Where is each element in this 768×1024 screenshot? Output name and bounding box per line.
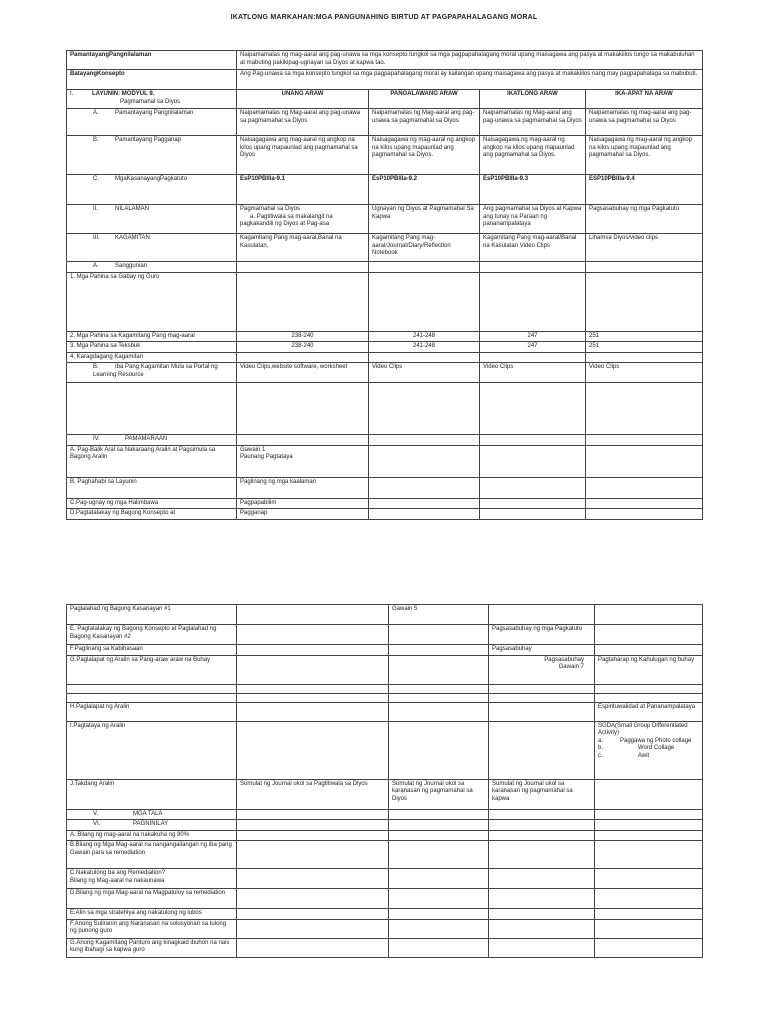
empty-cell — [389, 702, 489, 721]
empty-cell — [389, 693, 489, 702]
table-row — [67, 109, 703, 136]
empty-cell — [586, 445, 703, 477]
row-label: I. LAYUNIN: MODYUL 9. Pagmamahal sa Diyos — [67, 90, 237, 109]
cell-text: Naipamamalas ng Mag-aaral ang pag-unawa sa pagmamahal sa Diyos — [369, 109, 480, 136]
empty-cell — [237, 889, 389, 909]
empty-cell — [237, 435, 369, 446]
cell-text: Naipamamalas ng Mag-aaral ang pag-unawa sa pagmamahal sa Diyos — [480, 109, 586, 136]
cell-text: Kagamitang Pang mag-aaral/Banal na Kasulatan Video Clips — [480, 234, 586, 262]
row-label: B. Iba Pang Kagamitan Mula sa Portal ng Learning Resource — [67, 363, 237, 383]
empty-cell — [595, 869, 703, 889]
table-row — [67, 820, 703, 831]
empty-cell — [369, 498, 480, 509]
cell-text: Sumulat ng Journal ukol sa Pagtitiwala sa Diyos — [237, 779, 389, 809]
cell-text: Ang pagmamahal sa Diyos at Kapwa ang tunay na Paraan ng pananampalataya — [480, 205, 586, 234]
empty-cell — [237, 721, 389, 779]
cell-text: Naipamamalas ng mag-aaral ang pag-unawa sa pagmamahal sa Diyos — [586, 109, 703, 136]
column-header: IKATLONG ARAW — [480, 90, 586, 109]
table-row — [67, 435, 703, 446]
empty-cell — [595, 779, 703, 809]
empty-cell — [369, 509, 480, 520]
cell-text: Naisagagawa ng mag-aaral ng angkop na kilos upang mapaunlad ang pagmamahal sa Diyos. — [586, 136, 703, 175]
empty-cell — [67, 684, 237, 693]
empty-cell — [369, 435, 480, 446]
cell-text: Gawain 1 Paunang Pagtataya — [237, 445, 369, 477]
empty-cell — [237, 684, 389, 693]
empty-cell — [389, 919, 489, 938]
cell-text: Gawain 5 — [389, 605, 489, 625]
row-label: 4. Karagdagang Kagamitan — [67, 352, 237, 363]
empty-cell — [67, 693, 237, 702]
cell-text: Video Clips — [369, 363, 480, 383]
empty-cell — [489, 721, 595, 779]
column-header: UNANG ARAW — [237, 90, 369, 109]
empty-cell — [237, 938, 389, 957]
table-row — [67, 779, 703, 809]
cell-text: Video Clips — [586, 363, 703, 383]
empty-cell — [489, 820, 595, 831]
cell-text: Video Clips — [480, 363, 586, 383]
empty-cell — [489, 605, 595, 625]
empty-cell — [595, 605, 703, 625]
empty-cell — [389, 809, 489, 820]
empty-cell — [237, 809, 389, 820]
cell-text: Sumulat ng Journal ukol sa karanasan ng pagmamahal sa kapwa — [489, 779, 595, 809]
empty-cell — [237, 702, 389, 721]
empty-cell — [586, 383, 703, 435]
empty-cell — [237, 272, 369, 331]
row-label: H.Paglalapat ng Aralin — [67, 702, 237, 721]
empty-cell — [595, 625, 703, 645]
page-title: IKATLONG MARKAHAN:MGA PANGUNAHING BIRTUD AT PAGPAPAHALAGANG MORAL — [230, 14, 538, 21]
cell-text: Pagpapabilim — [237, 498, 369, 509]
empty-cell — [389, 655, 489, 684]
lesson-plan-table-2 — [66, 604, 703, 958]
table-row — [67, 175, 703, 205]
row-label: B. Pamantayang Pagganap — [67, 136, 237, 175]
row-label: A. Pamantayang Pangnilalaman — [67, 109, 237, 136]
row-label: A. Sanggunian — [67, 262, 237, 273]
cell-text: Sumulat ng Journal ukol sa karanasan ng pagmamahal sa Diyos — [389, 779, 489, 809]
row-label: 2. Mga Pahina sa Kagamitang Pang mag-aaral — [67, 331, 237, 342]
table-row — [67, 262, 703, 273]
empty-cell — [237, 919, 389, 938]
row-label: PamantayangPangnilalaman — [67, 51, 237, 70]
empty-cell — [595, 684, 703, 693]
row-label: 1. Mga Pahina sa Gabay ng Guro — [67, 272, 237, 331]
empty-cell — [237, 869, 389, 889]
table-row — [67, 909, 703, 920]
empty-cell — [389, 889, 489, 909]
empty-cell — [369, 272, 480, 331]
table-row — [67, 938, 703, 957]
table-row — [67, 352, 703, 363]
cell-text: Video Clips,website software, worksheet — [237, 363, 369, 383]
table-row — [67, 272, 703, 331]
row-label: 3. Mga Pahina sa Teksbuk — [67, 342, 237, 353]
empty-cell — [389, 645, 489, 656]
row-label: A. Bilang ng mag-aaral na nakakuha ng 80% — [67, 830, 237, 841]
empty-cell — [480, 477, 586, 498]
empty-cell — [489, 909, 595, 920]
empty-cell — [389, 684, 489, 693]
empty-cell — [237, 383, 369, 435]
table-row — [67, 331, 703, 342]
cell-text: Pagtaharap ng Kahulugan ng buhay — [595, 655, 703, 684]
page-range: 247 — [480, 342, 586, 353]
empty-cell — [237, 655, 389, 684]
table-row — [67, 205, 703, 234]
table-row — [67, 809, 703, 820]
page-range: 238-240 — [237, 342, 369, 353]
empty-cell — [389, 909, 489, 920]
cell-text: Naisagagawa ang mag-aaral ng angkop na kilos upang mapaunlad ang pagmamahal sa Diyos — [237, 136, 369, 175]
table-row — [67, 234, 703, 262]
empty-cell — [595, 841, 703, 869]
empty-cell — [389, 830, 489, 841]
row-label: J.Takdang Aralin — [67, 779, 237, 809]
empty-cell — [586, 435, 703, 446]
page-range: 251 — [586, 331, 703, 342]
cell-text: Pagsasabuhay — [489, 645, 595, 656]
empty-cell — [480, 435, 586, 446]
cell-text: Naisagagawa ng mag-aaral ng angkop na kilos upang mapaunlad ang pagmamahal sa Diyos. — [369, 136, 480, 175]
competency-code: EsP10PBIIIa-9.2 — [369, 175, 480, 205]
empty-cell — [369, 262, 480, 273]
empty-cell — [595, 830, 703, 841]
column-header: IKA-APAT NA ARAW — [586, 90, 703, 109]
page-range: 247 — [480, 331, 586, 342]
row-label: C.Nakatulong ba ang Remediation? Bilang ng Mag-aaral na nakaunawa — [67, 869, 237, 889]
empty-cell — [237, 909, 389, 920]
table-row — [67, 509, 703, 520]
cell-text: Lihamsa Diyos/video clips — [586, 234, 703, 262]
empty-cell — [369, 477, 480, 498]
empty-cell — [237, 645, 389, 656]
row-label: G.Paglalapat ng Aralin sa Pang-araw araw na Buhay — [67, 655, 237, 684]
empty-cell — [586, 498, 703, 509]
table-row — [67, 889, 703, 909]
table-row — [67, 625, 703, 645]
cell-text: Pagsasabuhay Gawain 7 — [489, 655, 595, 684]
empty-cell — [586, 262, 703, 273]
empty-cell — [586, 272, 703, 331]
empty-cell — [489, 830, 595, 841]
table-row — [67, 383, 703, 435]
cell-text: Naipamamalas ng Mag-aaral ang pag-unawa sa pagmamahal sa Diyos — [237, 109, 369, 136]
table-row — [67, 830, 703, 841]
table-row — [67, 363, 703, 383]
row-label: B. Paghahabi sa Layunin — [67, 477, 237, 498]
cell-text: Ugnayan ng Diyos at Pagmamahal Sa Kapwa — [369, 205, 480, 234]
row-label: F.Anong Suliranin ang Naranasan na solusyonan sa tulong ng punong guro — [67, 919, 237, 938]
empty-cell — [480, 509, 586, 520]
row-label: II. NILALAMAN — [67, 205, 237, 234]
empty-cell — [369, 383, 480, 435]
empty-cell — [595, 889, 703, 909]
empty-cell — [237, 820, 389, 831]
empty-cell — [489, 684, 595, 693]
empty-cell — [480, 383, 586, 435]
row-label: D.Bilang ng mga Mag-aaral na Magpatuloy sa remediation — [67, 889, 237, 909]
empty-cell — [586, 352, 703, 363]
competency-code: EsP10PBIIIa-9.1 — [237, 175, 369, 205]
column-header: PANGALAWANG ARAW — [369, 90, 480, 109]
empty-cell — [67, 383, 237, 435]
table-row — [67, 693, 703, 702]
empty-cell — [595, 909, 703, 920]
table-row — [67, 90, 703, 109]
cell-text: Pagsasabuhay ng mga Pagkatuto — [586, 205, 703, 234]
row-label: III. KAGAMITAN — [67, 234, 237, 262]
cell-text: Kagamitang Pang mag-aaral,Banal na Kasulatan, — [237, 234, 369, 262]
empty-cell — [237, 605, 389, 625]
table-row — [67, 136, 703, 175]
row-label: VI. PAGNINILAY — [67, 820, 237, 831]
empty-cell — [369, 352, 480, 363]
empty-cell — [480, 498, 586, 509]
empty-cell — [595, 693, 703, 702]
empty-cell — [595, 820, 703, 831]
table-row — [67, 498, 703, 509]
page-range: 241-248 — [369, 331, 480, 342]
empty-cell — [489, 919, 595, 938]
cell-text: Pagmamahal sa Diyos a. Pagtitiwala sa makalangit na pagkakandili ng Diyos at Pag-asa — [237, 205, 369, 234]
empty-cell — [595, 938, 703, 957]
table-row — [67, 684, 703, 693]
row-label: IV. PAMAMARAAN — [67, 435, 237, 446]
empty-cell — [389, 938, 489, 957]
row-label: BatayangKonsepto — [67, 70, 237, 90]
competency-code: ESP10PBIIIa-9.4 — [586, 175, 703, 205]
table-row — [67, 342, 703, 353]
row-label: I.Pagtataya ng Aralin — [67, 721, 237, 779]
cell-text: Ang Pag-unawa sa mga konsepto tungkol sa mga pagpapahalagang moral ay kailangan upang maisagawa ang pasya at makakiilos nang may pagpapahalaga sa mabubuti. — [237, 70, 703, 90]
table-row — [67, 869, 703, 889]
cell-text: Pagsasabuhay ng mga Pagkatuto — [489, 625, 595, 645]
cell-text: Naisagagawa ng mag-aaral ng angkop na kilos upang mapaunlad ang pagmamahal sa Diyos. — [480, 136, 586, 175]
empty-cell — [237, 352, 369, 363]
empty-cell — [480, 272, 586, 331]
page-range: 251 — [586, 342, 703, 353]
row-label: G.Anong Kagamitang Panturo ang kinagkaid ibuhon na nais kung ibahagi sa kapwa guro — [67, 938, 237, 957]
empty-cell — [489, 869, 595, 889]
row-label: D.Pagtatalakay ng Bagong Konsepto at — [67, 509, 237, 520]
empty-cell — [369, 445, 480, 477]
table-row — [67, 721, 703, 779]
empty-cell — [489, 889, 595, 909]
empty-cell — [389, 841, 489, 869]
empty-cell — [389, 820, 489, 831]
empty-cell — [586, 509, 703, 520]
table-row — [67, 919, 703, 938]
row-label: C.Pag-ugnay ng mga Halimbawa — [67, 498, 237, 509]
empty-cell — [489, 809, 595, 820]
cell-text: Paglinang ng mga kaalaman — [237, 477, 369, 498]
empty-cell — [389, 869, 489, 889]
cell-text: Pagganap — [237, 509, 369, 520]
row-label: V. MGA TALA — [67, 809, 237, 820]
empty-cell — [489, 841, 595, 869]
table-row — [67, 605, 703, 625]
table-row — [67, 841, 703, 869]
empty-cell — [389, 625, 489, 645]
empty-cell — [389, 721, 489, 779]
empty-cell — [480, 262, 586, 273]
row-label: Paglalahad ng Bagong Kasanayan #1 — [67, 605, 237, 625]
row-label: A. Pag-Balik Aral sa Nakaraang Aralin at Pagsimula sa Bagong Aralin — [67, 445, 237, 477]
table-row — [67, 477, 703, 498]
empty-cell — [489, 702, 595, 721]
table-row — [67, 702, 703, 721]
table-row — [67, 655, 703, 684]
cell-text: Naipamamalas ng mag-aaral ang pag-unawa sa mga konsepto tungkol sa mga pagpapahalagang moral upang maisagawa ang pasya at makakiilos tungo sa makabuluhan at mabuting pakikipag-ugnayan sa Diyos at kapwa tao. — [237, 51, 703, 70]
cell-text: Kagamitang Pang mag-aaral/Journal/Diary/Reflection Notebook — [369, 234, 480, 262]
empty-cell — [595, 809, 703, 820]
lesson-plan-table-1 — [66, 50, 703, 520]
cell-text: SGDA(Small Group Differentiated Activity) a. Paggawa ng Photo collage b. Word Collage c. Awit — [595, 721, 703, 779]
row-label: F.Paglinang sa Kabihasaan — [67, 645, 237, 656]
empty-cell — [237, 625, 389, 645]
table-row — [67, 70, 703, 90]
empty-cell — [595, 645, 703, 656]
competency-code: EsP10PBIIIa-9.3 — [480, 175, 586, 205]
page-range: 238-240 — [237, 331, 369, 342]
table-row — [67, 51, 703, 70]
row-label: C. MgaKasanayangPagkatuto — [67, 175, 237, 205]
cell-text: Espirituwalidad at Pananampalataya — [595, 702, 703, 721]
empty-cell — [480, 445, 586, 477]
row-label: B.Bilang ng Mga Mag-aaral na nangangailangan ng iba pang Gawain para sa remediation — [67, 841, 237, 869]
empty-cell — [237, 841, 389, 869]
empty-cell — [237, 693, 389, 702]
table-row — [67, 645, 703, 656]
empty-cell — [489, 693, 595, 702]
empty-cell — [480, 352, 586, 363]
row-label: E.Alin sa mga stratehiya ang nakatulong ng lubos — [67, 909, 237, 920]
table-row — [67, 445, 703, 477]
empty-cell — [489, 938, 595, 957]
empty-cell — [237, 830, 389, 841]
empty-cell — [586, 477, 703, 498]
row-label: E. Pagtatalakay ng Bagong Konsepto at Paglalahad ng Bagong Kasanayan #2 — [67, 625, 237, 645]
page-range: 241-248 — [369, 342, 480, 353]
empty-cell — [595, 919, 703, 938]
empty-cell — [237, 262, 369, 273]
